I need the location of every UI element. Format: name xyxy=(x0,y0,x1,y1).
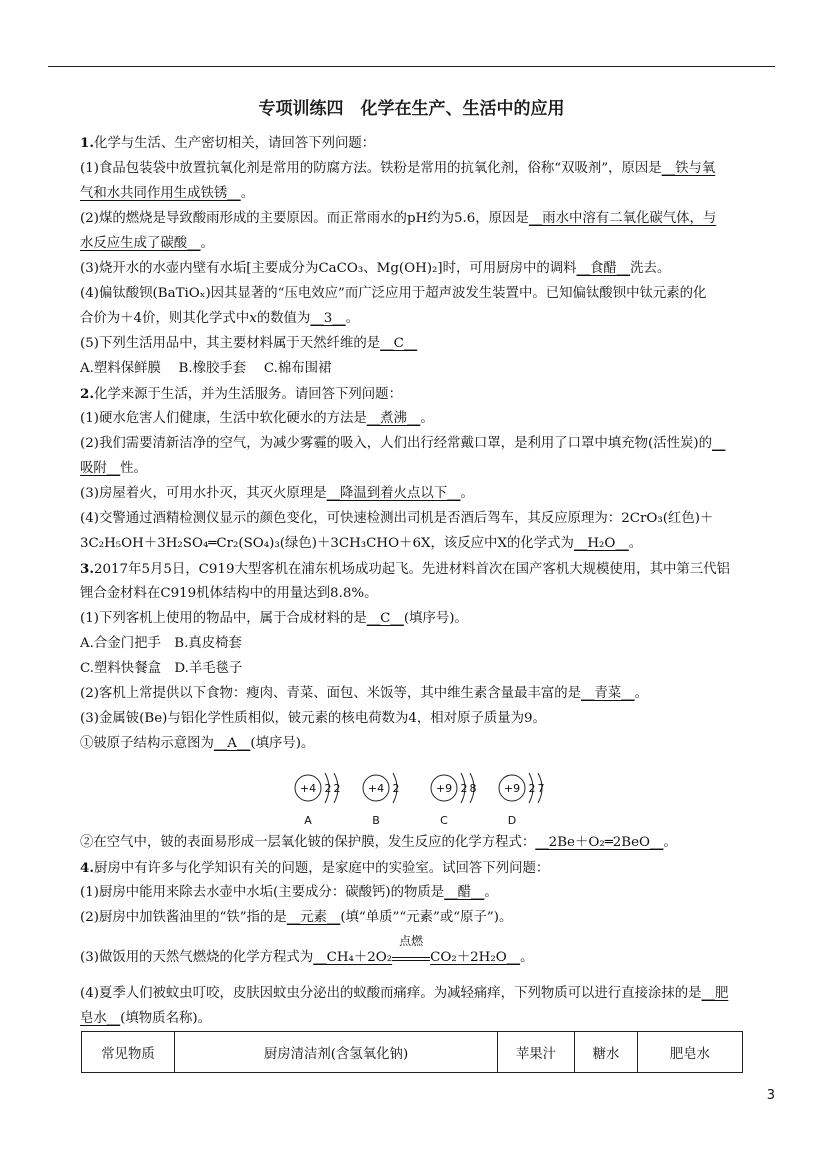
q1-part5-options: A.塑料保鲜膜 B.橡胶手套 C.棉布围裙 xyxy=(80,361,332,376)
q3-part1-options-2: C.塑料快餐盒 D.羊毛毯子 xyxy=(80,661,243,676)
answer-blank: __3__ xyxy=(310,311,346,326)
q1-part1-cont: 气和水共同作用生成铁锈__。 xyxy=(80,186,255,201)
table-cell: 苹果汁 xyxy=(498,1032,575,1073)
answer-blank: __元素__ xyxy=(286,910,341,925)
q4-part1: (1)厨房中能用来除去水壶中水垢(主要成分：碳酸钙)的物质是__醋__。 xyxy=(80,885,498,900)
q3-stem-cont: 锂合金材料在C919机体结构中的用量达到8.8%。 xyxy=(80,586,378,601)
q1-part1: (1)食品包装袋中放置抗氧化剂是常用的防腐方法。铁粉是常用的抗氧化剂，俗称“双吸剂”，原因是__铁与氧 xyxy=(80,161,716,176)
answer-blank: __醋__ xyxy=(444,885,485,900)
answer-blank: __铁与氧 xyxy=(661,161,716,176)
atom-diagram-D xyxy=(499,773,545,827)
q1-part2-cont: 水反应生成了碳酸__。 xyxy=(80,236,214,251)
nucleus-charge: +9 xyxy=(503,782,521,795)
answer-blank: __降温到着火点以下__ xyxy=(326,486,461,501)
header-rule xyxy=(48,66,775,67)
electron-count: 2 xyxy=(460,782,468,795)
atom-diagram-A xyxy=(295,773,341,827)
electron-count: 8 xyxy=(469,782,477,795)
option-label: D xyxy=(507,814,517,827)
page-number: 3 xyxy=(766,1088,775,1103)
answer-blank: 气和水共同作用生成铁锈__ xyxy=(80,186,241,201)
electron-count: 2 xyxy=(324,782,332,795)
nucleus-charge: +9 xyxy=(435,782,453,795)
answer-blank: __青菜__ xyxy=(581,686,635,701)
q3-part3: (3)金属铍(Be)与铝化学性质相似，铍元素的核电荷数为4，相对原子质量为9。 xyxy=(80,711,546,726)
q2-part1: (1)硬水危害人们健康，生活中软化硬水的方法是__煮沸__。 xyxy=(80,411,434,426)
answer-blank: __A__ xyxy=(213,736,251,751)
answer-blank: __C__ xyxy=(380,336,418,351)
atom-structure-diagrams xyxy=(280,764,560,830)
q2-part4-cont: 3C₂H₅OH＋3H₂SO₄═Cr₂(SO₄)₃(绿色)＋3CH₃CHO＋6X，该反应中X的化学式为__H₂O__。 xyxy=(80,536,643,551)
q2-part2-cont: 吸附__性。 xyxy=(80,461,147,476)
answer-blank: __肥 xyxy=(701,986,729,1001)
equation-rhs: CO₂＋2H₂O__ xyxy=(430,950,521,965)
table-row xyxy=(82,1032,743,1073)
substances-table xyxy=(81,1031,743,1073)
q2-part4: (4)交警通过酒精检测仪显示的颜色变化，可快速检测出司机是否酒后驾车，其反应原理为：2CrO₃(红色)＋ xyxy=(80,511,714,526)
electron-count: 7 xyxy=(537,782,545,795)
answer-blank: 皂水__ xyxy=(80,1011,121,1026)
nucleus-charge: +4 xyxy=(299,782,317,795)
table-cell: 常见物质 xyxy=(82,1032,175,1073)
equation-lhs: __CH₄＋2O₂ xyxy=(313,950,393,965)
electron-count: 2 xyxy=(333,782,341,795)
reaction-condition: 点燃 xyxy=(392,948,430,961)
q4-part3: (3)做饭用的天然气燃烧的化学方程式为__CH₄＋2O₂ 点燃 CO₂＋2H₂O__。 xyxy=(80,934,534,965)
q3-part2: (2)客机上常提供以下食物：瘦肉、青菜、面包、米饭等，其中维生素含量最丰富的是__青菜__。 xyxy=(80,686,648,701)
electron-count: 2 xyxy=(392,782,400,795)
table-cell: 肥皂水 xyxy=(638,1032,743,1073)
answer-blank: __H₂O__ xyxy=(573,536,629,551)
table-cell: 糖水 xyxy=(575,1032,638,1073)
q1-stem: 1.化学与生活、生产密切相关，请回答下列问题： xyxy=(80,135,376,151)
option-label: A xyxy=(304,814,312,827)
q2-stem: 2.化学来源于生活，并为生活服务。请回答下列问题： xyxy=(80,386,402,402)
q4-part4-cont: 皂水__(填物质名称)。 xyxy=(80,1011,211,1026)
q3-part3-i: ①铍原子结构示意图为__A__(填序号)。 xyxy=(80,736,315,751)
q3-part3-ii: ②在空气中，铍的表面易形成一层氧化铍的保护膜，发生反应的化学方程式：__2Be＋O₂═2BeO__。 xyxy=(80,835,677,850)
q1-part4-cont: 合价为＋4价，则其化学式中x的数值为__3__。 xyxy=(80,311,360,326)
q1-part4: (4)偏钛酸钡(BaTiOₓ)因其显著的“压电效应”而广泛应用于超声波发生装置中。已知偏钛酸钡中钛元素的化 xyxy=(80,286,707,301)
q1-part5: (5)下列生活用品中，其主要材料属于天然纤维的是__C__ xyxy=(80,336,418,351)
option-label: B xyxy=(372,814,380,827)
nucleus-charge: +4 xyxy=(367,782,385,795)
electron-count: 2 xyxy=(528,782,536,795)
q1-part2: (2)煤的燃烧是导致酸雨形成的主要原因。而正常雨水的pH约为5.6，原因是__雨水中溶有二氧化碳气体，与 xyxy=(80,211,717,226)
q3-part1: (1)下列客机上使用的物品中，属于合成材料的是__C__(填序号)。 xyxy=(80,611,468,626)
page-title: 专项训练四 化学在生产、生活中的应用 xyxy=(258,99,565,119)
answer-blank: 水反应生成了碳酸__ xyxy=(80,236,201,251)
q4-part2: (2)厨房中加铁酱油里的“铁”指的是__元素__(填“单质”“元素”或“原子”)。 xyxy=(80,910,513,925)
atom-diagram-B xyxy=(363,773,400,827)
q2-part2: (2)我们需要清新洁净的空气，为减少雾霾的吸入，人们出行经常戴口罩，是利用了口罩中填充物(活性炭)的__ xyxy=(80,436,726,451)
answer-blank: __雨水中溶有二氧化碳气体，与 xyxy=(528,211,717,226)
q1-part3: (3)烧开水的水壶内壁有水垢[主要成分为CaCO₃、Mg(OH)₂]时，可用厨房中的调料__食醋__洗去。 xyxy=(80,261,671,276)
answer-blank: __ xyxy=(712,436,726,451)
answer-blank: __2Be＋O₂═2BeO__ xyxy=(535,835,664,850)
option-label: C xyxy=(440,814,448,827)
answer-blank: __C__ xyxy=(366,611,404,626)
answer-blank: 吸附__ xyxy=(80,461,121,476)
atom-diagram-C xyxy=(431,773,477,827)
q2-part3: (3)房屋着火，可用水扑灭，其灭火原理是__降温到着火点以下__。 xyxy=(80,486,474,501)
q4-part4: (4)夏季人们被蚊虫叮咬，皮肤因蚊虫分泌出的蚁酸而痛痒。为减轻痛痒，下列物质可以进行直接涂抹的是__肥 xyxy=(80,986,729,1001)
answer-blank: __食醋__ xyxy=(576,261,631,276)
q3-stem: 3.2017年5月5日，C919大型客机在浦东机场成功起飞。先进材料首次在国产客机大规模使用，其中第三代铝 xyxy=(80,561,730,577)
answer-blank: __煮沸__ xyxy=(366,411,421,426)
q3-part1-options-1: A.合金门把手 B.真皮椅套 xyxy=(80,636,242,651)
q4-stem: 4.厨房中有许多与化学知识有关的问题，是家庭中的实验室。试回答下列问题： xyxy=(80,860,550,876)
table-cell: 厨房清洁剂(含氢氧化钠) xyxy=(175,1032,498,1073)
